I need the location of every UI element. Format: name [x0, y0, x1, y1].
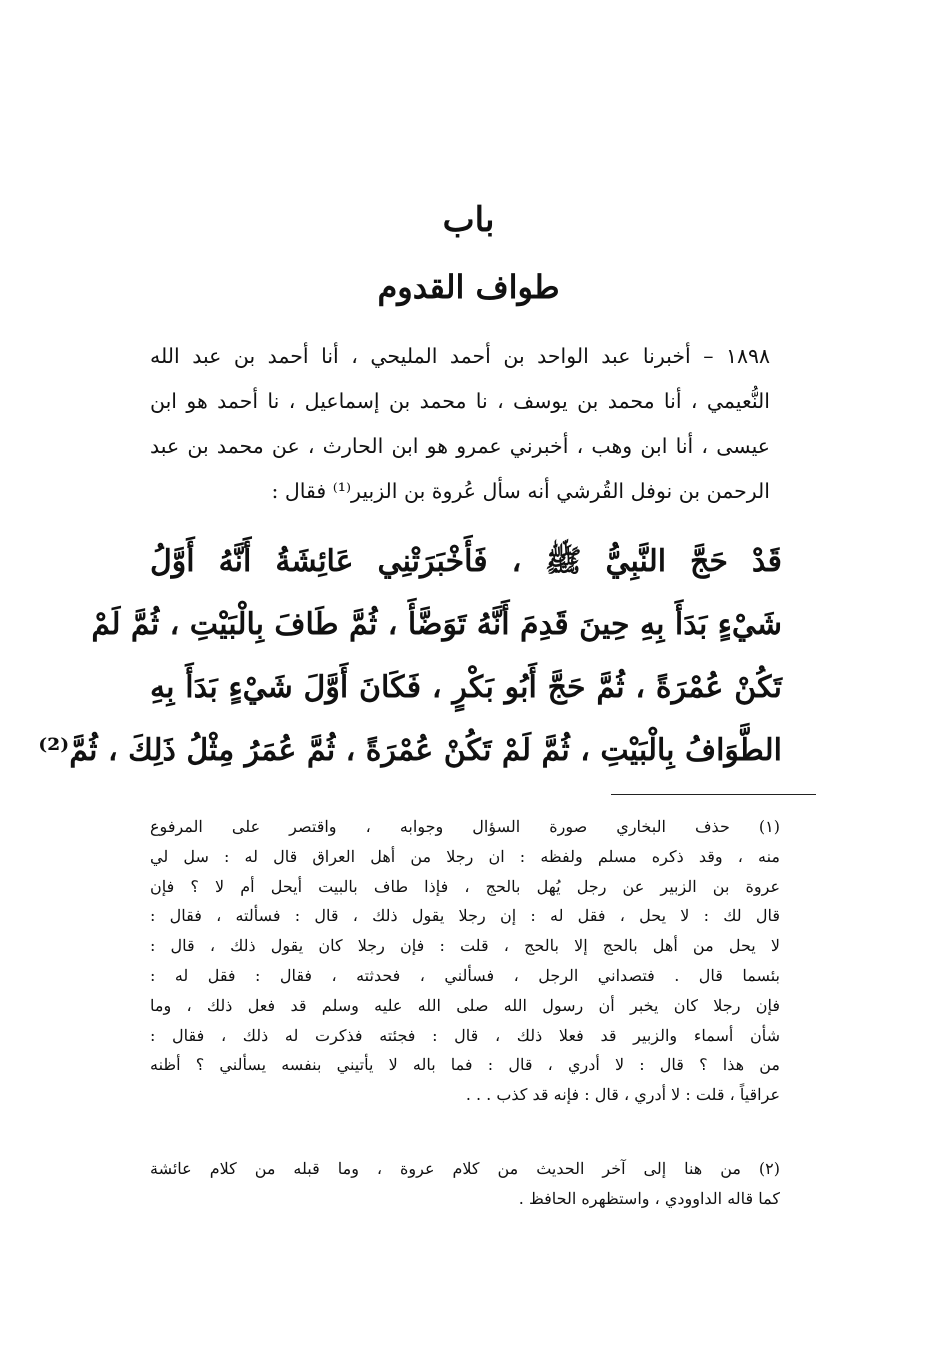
chapter-title: طواف القدوم	[377, 268, 560, 306]
footnote-1	[150, 812, 780, 1110]
footnote-line: شأن أسماء والزبير قد فعلا ذلك ، قال : فجئته فذكرت له ذلك ، فقال :	[150, 1025, 780, 1045]
footnote-line: لا يحل من أهل بالحج إلا بالحج ، قلت : فإن رجلا كان يقول ذلك ، قال :	[150, 936, 780, 956]
footnote-line: منه ، وقد ذكره مسلم ولفظه : ان رجلا من أهل العراق قال له : سل لي	[150, 846, 780, 866]
footnote-line: بئسما قال . فتصداني الرجل ، فسألني ، فحدثته ، فقال : فقل له :	[150, 965, 780, 985]
chapter-label: باب	[442, 200, 495, 240]
footnote-line: (٢) من هنا إلى آخر الحديث من كلام عروة ، وما قبله من كلام عائشة	[150, 1159, 780, 1178]
isnad-line: الرحمن بن نوفل القُرشي أنه سأل عُروة بن الزبير⁽¹⁾ فقال :	[271, 479, 770, 503]
footnote-2	[150, 1154, 780, 1214]
isnad-line: عيسى ، أنا ابن وهب ، أخبرني عمرو هو ابن الحارث ، عن محمد بن عبد	[150, 434, 770, 458]
hadith-isnad	[150, 334, 770, 514]
footnote-line: فإن رجلا كان يخبر أن رسول الله صلى الله عليه وسلم قد فعل ذلك ، وما	[150, 995, 780, 1015]
hadith-line: شَيْءٍ بَدَأَ بِهِ حِينَ قَدِمَ أَنَّهُ تَوَضَّأَ ، ثُمَّ طَافَ بِالْبَيْتِ ، ثُمَّ لَمْ	[91, 607, 782, 642]
hadith-line: الطَّوَافُ بِالْبَيْتِ ، ثُمَّ لَمْ تَكُنْ عُمْرَةً ، ثُمَّ عُمَرُ مِثْلُ ذَلِكَ ، ثُمَّ⁽²⁾	[38, 733, 782, 768]
footnote-line: عراقياً ، قلت : لا أدري ، قال : فإنه قد كذب . . .	[465, 1085, 780, 1105]
hadith-line: تَكُنْ عُمْرَةً ، ثُمَّ حَجَّ أَبُو بَكْرٍ ، فَكَانَ أَوَّلَ شَيْءٍ بَدَأَ بِهِ	[150, 670, 782, 705]
isnad-line: النُّعيمي ، أنا محمد بن يوسف ، نا محمد بن إسماعيل ، نا أحمد هو ابن	[150, 389, 770, 413]
footnote-line: (١) حذف البخاري صورة السؤال وجوابه ، واقتصر على المرفوع	[150, 817, 780, 836]
footnote-line: قال لك : لا يحل ، فقل له : إن رجلا يقول ذلك ، قال : فسألته ، فقال :	[150, 906, 780, 926]
footnote-separator	[611, 794, 816, 795]
isnad-line: ١٨٩٨ – أخبرنا عبد الواحد بن أحمد المليحي ، أنا أحمد بن عبد الله	[150, 344, 770, 368]
footnote-line: عروة بن الزبير عن رجل يُهل بالحج ، فإذا طاف بالبيت أيحل أم لا ؟ فإن	[150, 876, 780, 896]
footnote-line: كما قاله الداوودي ، واستظهره الحافظ .	[518, 1188, 780, 1208]
footnote-line: من هذا ؟ قال : لا أدري ، قال : فما باله لا يأتيني بنفسه يسألني ؟ أظنه	[150, 1055, 780, 1075]
hadith-text	[38, 530, 782, 782]
hadith-line: قَدْ حَجَّ النَّبِيُّ ﷺ ، فَأَخْبَرَتْنِي عَائِشَةُ أَنَّهُ أَوَّلُ	[150, 544, 782, 579]
